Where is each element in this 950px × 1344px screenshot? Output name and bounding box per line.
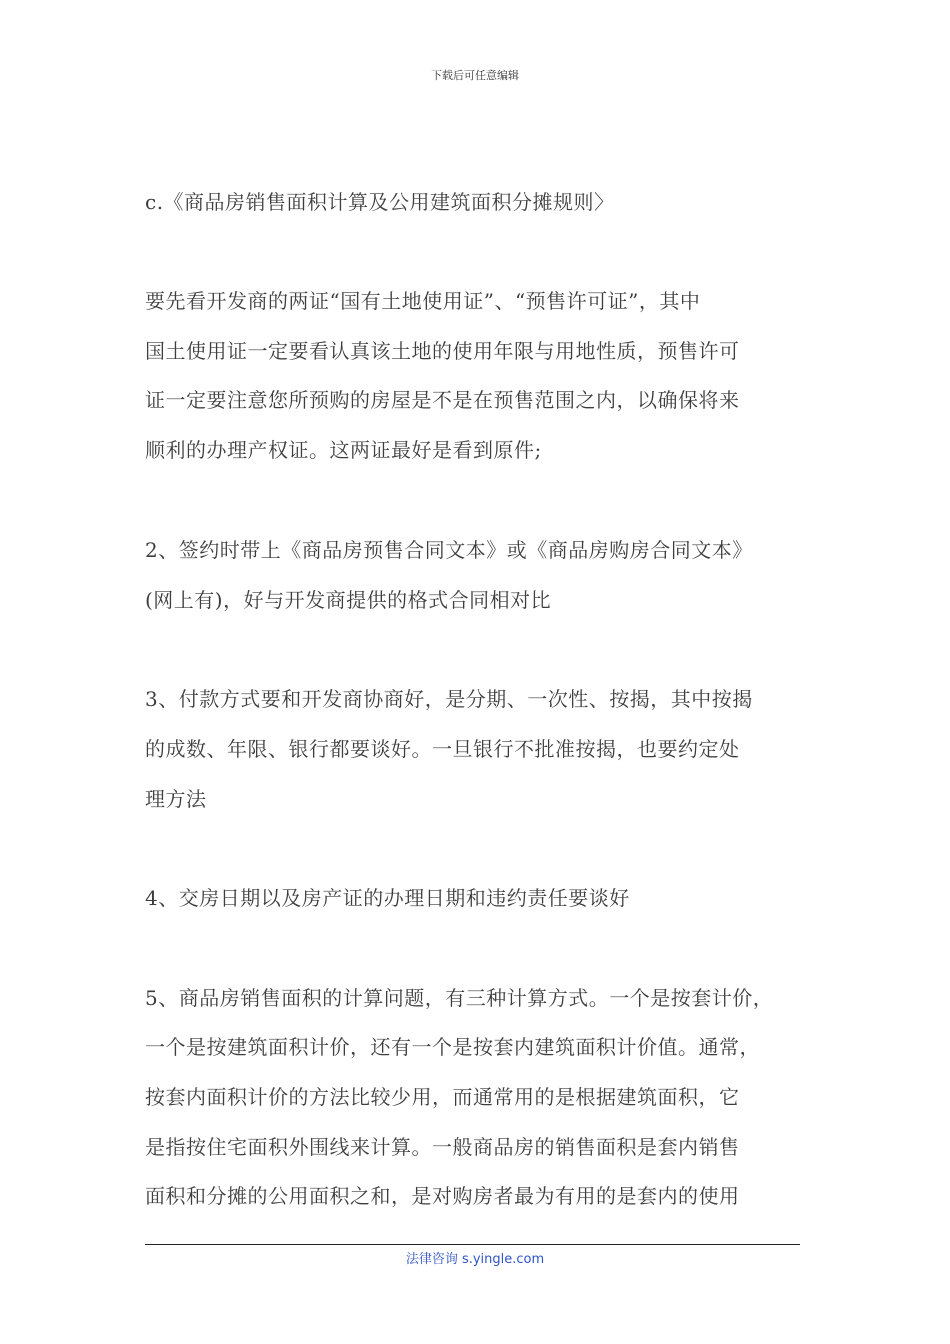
paragraph-line: 的成数、年限、银行都要谈好。一旦银行不批准按揭，也要约定处	[145, 737, 740, 761]
footer-divider	[145, 1244, 800, 1245]
paragraph-line: 4、交房日期以及房产证的办理日期和违约责任要谈好	[145, 886, 630, 910]
paragraph-line: 要先看开发商的两证“国有土地使用证”、“预售许可证”，其中	[145, 289, 701, 313]
paragraph-line: (网上有)，好与开发商提供的格式合同相对比	[145, 588, 552, 612]
paragraph-line: 3、付款方式要和开发商协商好，是分期、一次性、按揭，其中按揭	[145, 687, 753, 711]
paragraph-line: 5、商品房销售面积的计算问题，有三种计算方式。一个是按套计价，	[145, 986, 774, 1010]
paragraph-line: 顺利的办理产权证。这两证最好是看到原件;	[145, 438, 542, 462]
paragraph-line: 一个是按建筑面积计价，还有一个是按套内建筑面积计价值。通常，	[145, 1035, 760, 1059]
paragraph-line: 国土使用证一定要看认真该土地的使用年限与用地性质，预售许可	[145, 339, 740, 363]
rules-title-line: c.《商品房销售面积计算及公用建筑面积分摊规则〉	[145, 190, 615, 214]
footer-link[interactable]: 法律咨询 s.yingle.com	[405, 1252, 545, 1267]
paragraph-line: 理方法	[145, 787, 207, 811]
paragraph-line: 2、签约时带上《商品房预售合同文本》或《商品房购房合同文本》	[145, 538, 753, 562]
paragraph-line: 面积和分摊的公用面积之和，是对购房者最为有用的是套内的使用	[145, 1184, 740, 1208]
paragraph-line: 按套内面积计价的方法比较少用，而通常用的是根据建筑面积，它	[145, 1085, 740, 1109]
header-note: 下载后可任意编辑	[431, 69, 519, 82]
paragraph-line: 证一定要注意您所预购的房屋是不是在预售范围之内，以确保将来	[145, 388, 740, 412]
paragraph-line: 是指按住宅面积外围线来计算。一般商品房的销售面积是套内销售	[145, 1135, 740, 1159]
